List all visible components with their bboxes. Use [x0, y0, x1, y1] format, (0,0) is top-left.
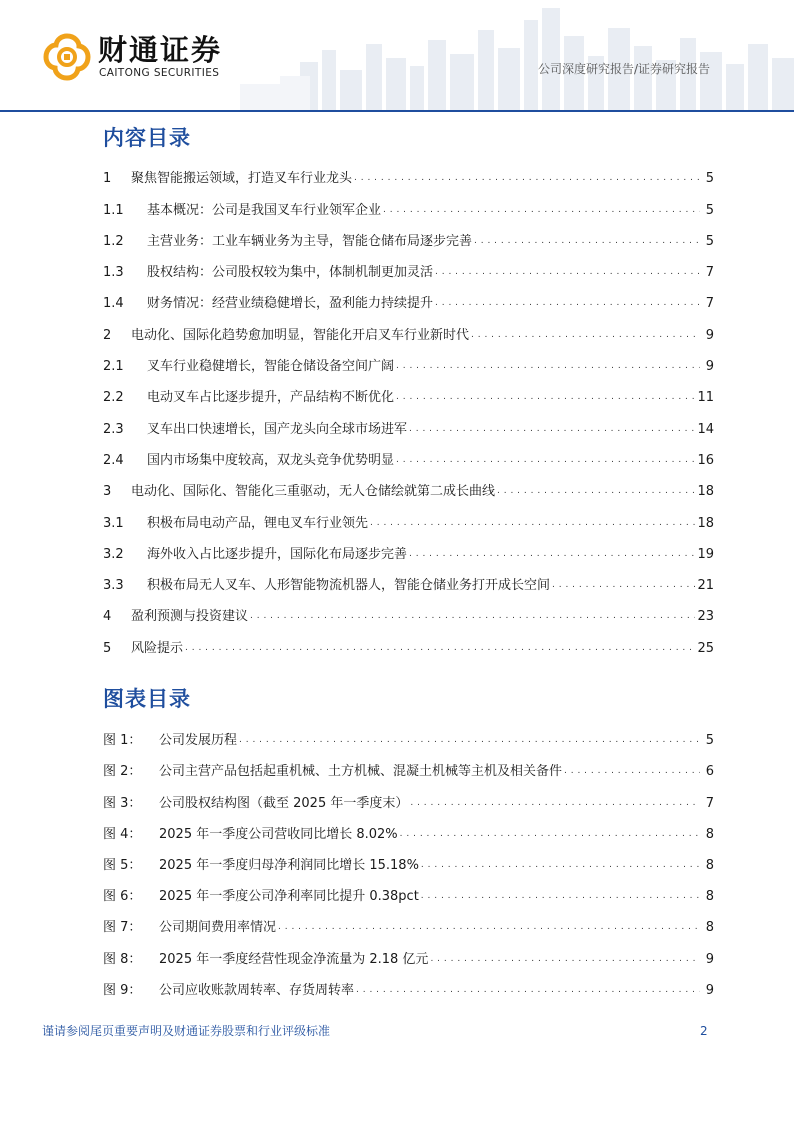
toc-title: 财务情况：经营业绩稳健增长，盈利能力持续提升	[147, 296, 434, 312]
figure-title: 公司发展历程	[159, 733, 238, 749]
toc-page-number: 8	[705, 857, 714, 873]
toc-entry[interactable]	[103, 438, 714, 469]
toc-page-number: 5	[705, 202, 714, 218]
dot-leader	[354, 168, 700, 187]
figure-entry[interactable]	[103, 749, 714, 780]
toc-title: 基本概况：公司是我国叉车行业领军企业	[147, 202, 382, 218]
dot-leader	[435, 262, 700, 281]
toc-title: 电动叉车占比逐步提升，产品结构不断优化	[147, 390, 395, 406]
toc-page-number: 9	[705, 327, 714, 343]
figure-title: 2025 年一季度经营性现金净流量为 2.18 亿元	[159, 951, 429, 967]
toc-number: 2.3	[103, 421, 124, 437]
toc-entry[interactable]	[103, 469, 714, 500]
dot-leader	[421, 886, 700, 905]
toc-page-number: 14	[697, 421, 714, 437]
dot-leader	[471, 325, 700, 344]
figure-title: 2025 年一季度公司营收同比增长 8.02%	[159, 826, 398, 842]
figure-entry[interactable]	[103, 843, 714, 874]
toc-title: 风险提示	[131, 640, 184, 656]
dot-leader	[552, 575, 695, 594]
figure-title: 公司主营产品包括起重机械、土方机械、混凝土机械等主机及相关备件	[159, 764, 563, 780]
dot-leader	[430, 949, 700, 968]
figure-entry[interactable]	[103, 780, 714, 811]
toc-entry[interactable]	[103, 563, 714, 594]
toc-entry[interactable]	[103, 594, 714, 625]
toc-title: 盈利预测与投资建议	[131, 609, 249, 625]
toc-number: 2	[103, 327, 112, 343]
dot-leader	[474, 231, 700, 250]
figure-entry[interactable]	[103, 905, 714, 936]
toc-entry[interactable]	[103, 375, 714, 406]
toc-title: 主营业务：工业车辆业务为主导，智能仓储布局逐步完善	[147, 233, 473, 249]
figure-number: 图 8：	[103, 951, 142, 967]
toc-page-number: 25	[697, 640, 714, 656]
toc-entry[interactable]	[103, 406, 714, 437]
report-type-label: 公司深度研究报告/证券研究报告	[537, 62, 710, 76]
toc-number: 4	[103, 609, 112, 625]
toc-title: 国内市场集中度较高，双龙头竞争优势明显	[147, 452, 395, 468]
toc-number: 1.1	[103, 202, 124, 218]
figures-heading: 图表目录	[103, 687, 191, 711]
toc-page-number: 21	[697, 578, 714, 594]
figure-title: 2025 年一季度归母净利润同比增长 15.18%	[159, 857, 419, 873]
dot-leader	[239, 730, 700, 749]
figure-number: 图 3：	[103, 795, 142, 811]
toc-page-number: 7	[705, 795, 714, 811]
figure-entry[interactable]	[103, 968, 714, 999]
toc-page-number: 8	[705, 920, 714, 936]
dot-leader	[356, 980, 700, 999]
dot-leader	[410, 793, 700, 812]
figure-entry[interactable]	[103, 718, 714, 749]
figure-number: 图 1：	[103, 733, 142, 749]
toc-title: 电动化、国际化、智能化三重驱动，无人仓储绘就第二成长曲线	[131, 484, 496, 500]
toc-entry[interactable]	[103, 281, 714, 312]
toc-number: 1.3	[103, 265, 124, 281]
toc-number: 1.4	[103, 296, 124, 312]
header-divider	[0, 110, 794, 112]
figure-number: 图 7：	[103, 920, 142, 936]
toc-page-number: 19	[697, 546, 714, 562]
toc-page-number: 5	[705, 233, 714, 249]
toc-number: 3.3	[103, 578, 124, 594]
dot-leader	[396, 356, 700, 375]
toc-entry[interactable]	[103, 156, 714, 187]
toc-page-number: 9	[705, 982, 714, 998]
toc-number: 2.2	[103, 390, 124, 406]
toc-heading: 内容目录	[103, 126, 191, 150]
brand-name-en: CAITONG SECURITIES	[99, 67, 220, 79]
figure-title: 公司应收账款周转率、存货周转率	[159, 982, 355, 998]
toc-title: 积极布局电动产品，锂电叉车行业领先	[147, 515, 369, 531]
caitong-logo-icon	[42, 32, 92, 82]
toc-entry[interactable]	[103, 500, 714, 531]
dot-leader	[396, 387, 695, 406]
dot-leader	[370, 513, 695, 532]
figure-number: 图 2：	[103, 764, 142, 780]
dot-leader	[383, 200, 700, 219]
figure-entry[interactable]	[103, 812, 714, 843]
dot-leader	[400, 824, 700, 843]
toc-page-number: 8	[705, 826, 714, 842]
figure-number: 图 4：	[103, 826, 142, 842]
dot-leader	[250, 606, 695, 625]
toc-page-number: 6	[705, 764, 714, 780]
toc-page-number: 11	[697, 390, 714, 406]
dot-leader	[278, 917, 700, 936]
toc-number: 2.4	[103, 452, 124, 468]
figure-entry[interactable]	[103, 874, 714, 905]
toc-page-number: 16	[697, 452, 714, 468]
toc-entry[interactable]	[103, 219, 714, 250]
dot-leader	[497, 481, 695, 500]
dot-leader	[409, 419, 695, 438]
page-header	[0, 0, 794, 116]
dot-leader	[564, 761, 700, 780]
toc-page-number: 7	[705, 296, 714, 312]
toc-entry[interactable]	[103, 312, 714, 343]
toc-entry[interactable]	[103, 532, 714, 563]
toc-number: 3	[103, 484, 112, 500]
brand-name-cn: 财通证券	[98, 33, 223, 67]
toc-page-number: 18	[697, 484, 714, 500]
figure-title: 2025 年一季度公司净利率同比提升 0.38pct	[159, 889, 419, 905]
dot-leader	[185, 638, 695, 657]
figure-entry[interactable]	[103, 936, 714, 967]
toc-title: 海外收入占比逐步提升，国际化布局逐步完善	[147, 546, 408, 562]
figure-number: 图 5：	[103, 857, 142, 873]
dot-leader	[421, 855, 700, 874]
dot-leader	[396, 450, 695, 469]
toc-title: 叉车出口快速增长，国产龙头向全球市场进军	[147, 421, 408, 437]
toc-page-number: 18	[697, 515, 714, 531]
toc-page-number: 9	[705, 359, 714, 375]
page-number: 2	[700, 1024, 708, 1038]
toc-page-number: 8	[705, 889, 714, 905]
figure-title: 公司股权结构图（截至 2025 年一季度末）	[159, 795, 409, 811]
toc-number: 3.1	[103, 515, 124, 531]
figure-number: 图 6：	[103, 889, 142, 905]
figures-list	[103, 718, 714, 999]
toc-title: 电动化、国际化趋势愈加明显，智能化开启叉车行业新时代	[131, 327, 470, 343]
toc-page-number: 5	[705, 171, 714, 187]
dot-leader	[435, 293, 700, 312]
toc-title: 积极布局无人叉车、人形智能物流机器人，智能仓储业务打开成长空间	[147, 578, 551, 594]
toc-number: 3.2	[103, 546, 124, 562]
toc-number: 1.2	[103, 233, 124, 249]
figure-title: 公司期间费用率情况	[159, 920, 277, 936]
figure-number: 图 9：	[103, 982, 142, 998]
footer-disclaimer: 谨请参阅尾页重要声明及财通证券股票和行业评级标准	[42, 1024, 331, 1038]
toc-title: 股权结构：公司股权较为集中，体制机制更加灵活	[147, 265, 434, 281]
toc-title: 聚焦智能搬运领域，打造叉车行业龙头	[131, 171, 353, 187]
toc-list	[103, 156, 714, 657]
toc-number: 1	[103, 171, 112, 187]
toc-page-number: 5	[705, 733, 714, 749]
toc-page-number: 9	[705, 951, 714, 967]
city-skyline-decoration	[240, 0, 794, 110]
toc-number: 2.1	[103, 359, 124, 375]
toc-title: 叉车行业稳健增长，智能仓储设备空间广阔	[147, 359, 395, 375]
toc-entry[interactable]	[103, 625, 714, 656]
toc-entry[interactable]	[103, 344, 714, 375]
toc-page-number: 23	[697, 609, 714, 625]
toc-entry[interactable]	[103, 250, 714, 281]
toc-page-number: 7	[705, 265, 714, 281]
toc-number: 5	[103, 640, 112, 656]
dot-leader	[409, 544, 695, 563]
toc-entry[interactable]	[103, 187, 714, 218]
